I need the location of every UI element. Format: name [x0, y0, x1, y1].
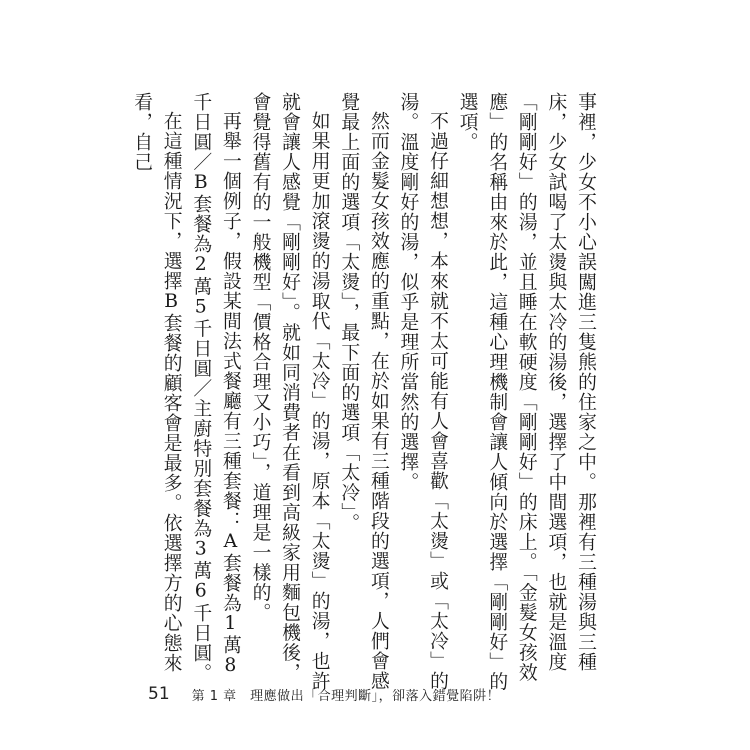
- vertical-body-text: [127, 92, 601, 692]
- page-number: 51: [148, 684, 170, 704]
- running-head: 第 1 章 理應做出「合理判斷」，卻落入錯覺陷阱！: [191, 688, 501, 704]
- page-footer: [148, 682, 500, 706]
- paragraph-6: 在這種情況下，選擇B套餐的顧客會是最多。依選擇方的心態來看，自己: [131, 92, 182, 673]
- paragraph-2: 不過仔細想想，本來就不太可能有人會喜歡「太燙」或「太冷」的湯。溫度剛好的湯，似乎是理所當然的選擇。: [397, 92, 449, 691]
- paragraph-4: 如果用更加滾燙的湯取代「太冷」的湯，原本「太燙」的湯，也許就會讓人感覺「剛剛好」。就如同消費者在看到高級家用麵包機後，會覺得舊有的一般機型「價格合理又小巧」，道理是一樣的。: [249, 92, 330, 691]
- paragraph-3: 然而金髮女孩效應的重點，在於如果有三種階段的選項，人們會感覺最上面的選項「太燙」，最下面的選項「太冷」。: [338, 92, 389, 691]
- paragraph-1: 事裡，少女不小心誤闖進三隻熊的住家之中。那裡有三種湯與三種床，少女試喝了太燙與太冷的湯後，選擇了中間選項，也就是溫度「剛剛好」的湯，並且睡在軟硬度「剛剛好」的床上。「金髮女孩效應」的名稱由來於此，這種心理機制會讓人傾向於選擇「剛剛好」的選項。: [456, 92, 596, 692]
- paragraph-5: 再舉一個例子，假設某間法式餐廳有三種套餐：A套餐為1萬8千日圓／B套餐為2萬5千日圓／主廚特別套餐為3萬6千日圓。: [190, 92, 241, 683]
